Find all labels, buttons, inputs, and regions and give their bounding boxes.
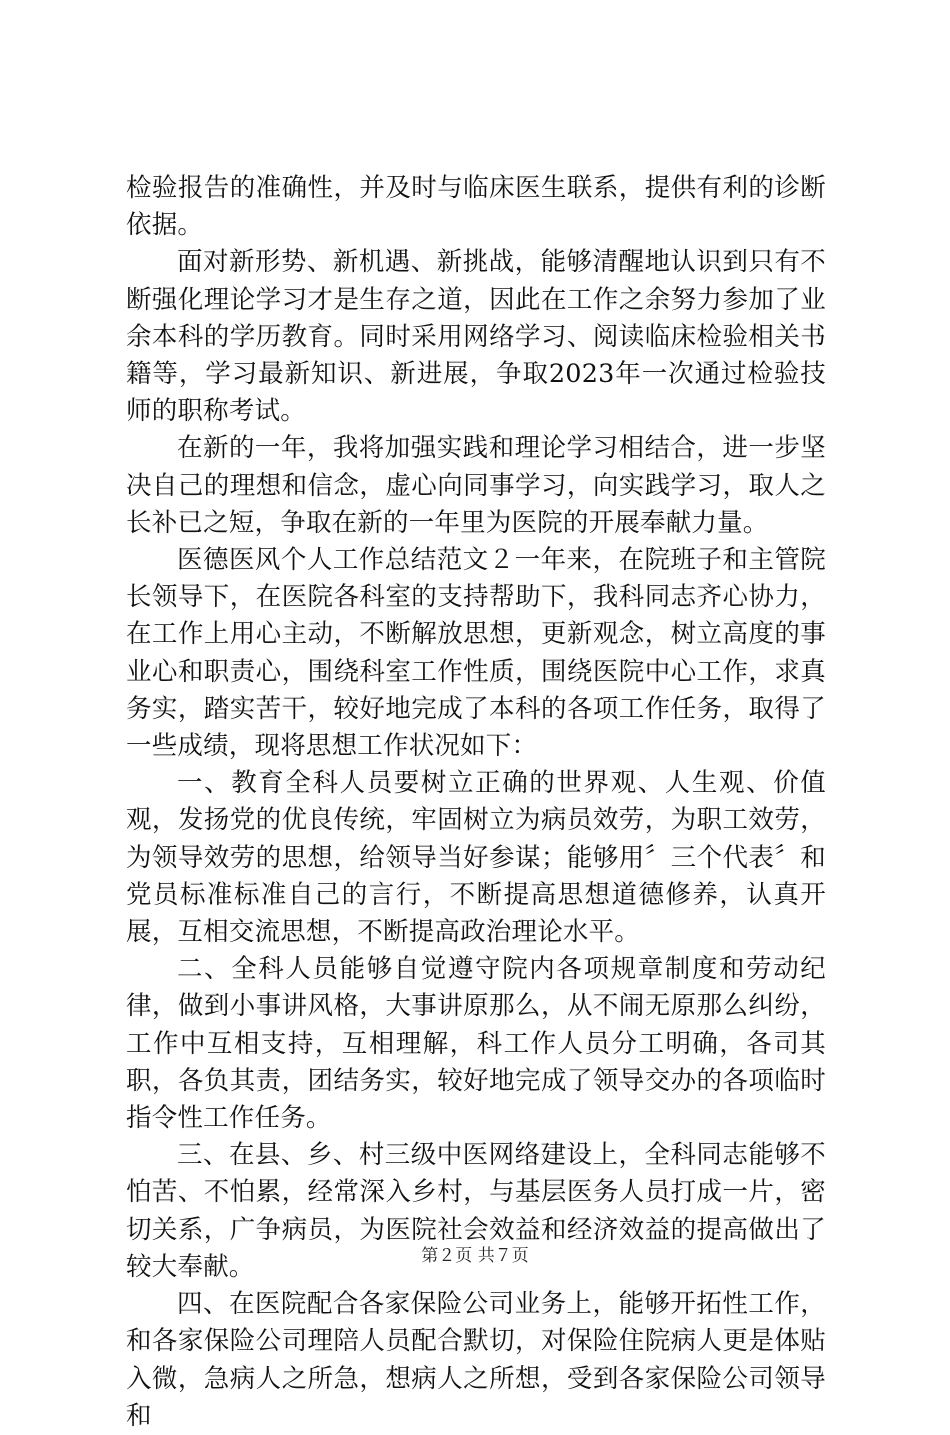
paragraph-point-three: 三、在县、乡、村三级中医网络建设上，全科同志能够不怕苦、不怕累，经常深入乡村，与基层医务人员打成一片，密切关系，广争病员，为医院社会效益和经济效益的提高做出了较大奉献。 <box>126 1140 826 1282</box>
paragraph-continuation: 检验报告的准确性，并及时与临床医生联系，提供有利的诊断依据。 <box>126 173 826 241</box>
paragraph-point-one: 一、教育全科人员要树立正确的世界观、人生观、价值观，发扬党的优良传统，牢固树立为病员效劳，为职工效劳，为领导效劳的思想，给领导当好参谋；能够用〞三个代表〞和党员标准标准自己的言行，不断提高思想道德修养，认真开展，互相交流思想，不断提高政治理论水平。 <box>126 768 826 948</box>
paragraph-point-four: 四、在医院配合各家保险公司业务上，能够开拓性工作，和各家保险公司理陪人员配合默切，对保险住院病人更是体贴入微，急病人之所急，想病人之所想，受到各家保险公司领导和 <box>126 1289 826 1431</box>
paragraph-summary-intro: 医德医风个人工作总结范文２一年来，在院班子和主管院长领导下，在医院各科室的支持帮助下，我科同志齐心协力，在工作上用心主动，不断解放思想，更新观念，树立高度的事业心和职责心，围绕科室工作性质，围绕医院中心工作，求真务实，踏实苦干，较好地完成了本科的各项工作任务，取得了一些成绩，现将思想工作状况如下： <box>126 545 826 762</box>
paragraph-study: 面对新形势、新机遇、新挑战，能够清醒地认识到只有不断强化理论学习才是生存之道，因此在工作之余努力参加了业余本科的学历教育。同时采用网络学习、阅读临床检验相关书籍等，学习最新知识、新进展，争取2023年一次通过检验技师的职称考试。 <box>126 247 826 427</box>
paragraph-point-two: 二、全科人员能够自觉遵守院内各项规章制度和劳动纪律，做到小事讲风格，大事讲原那么，从不闹无原那么纠纷，工作中互相支持，互相理解，科工作人员分工明确，各司其职，各负其责，团结务实，较好地完成了领导交办的各项临时指令性工作任务。 <box>126 954 826 1134</box>
page-number-footer: 第２页 共７页 <box>421 1246 529 1266</box>
paragraph-new-year: 在新的一年，我将加强实践和理论学习相结合，进一步坚决自己的理想和信念，虚心向同事学习，向实践学习，取人之长补已之短，争取在新的一年里为医院的开展奉献力量。 <box>126 433 826 538</box>
